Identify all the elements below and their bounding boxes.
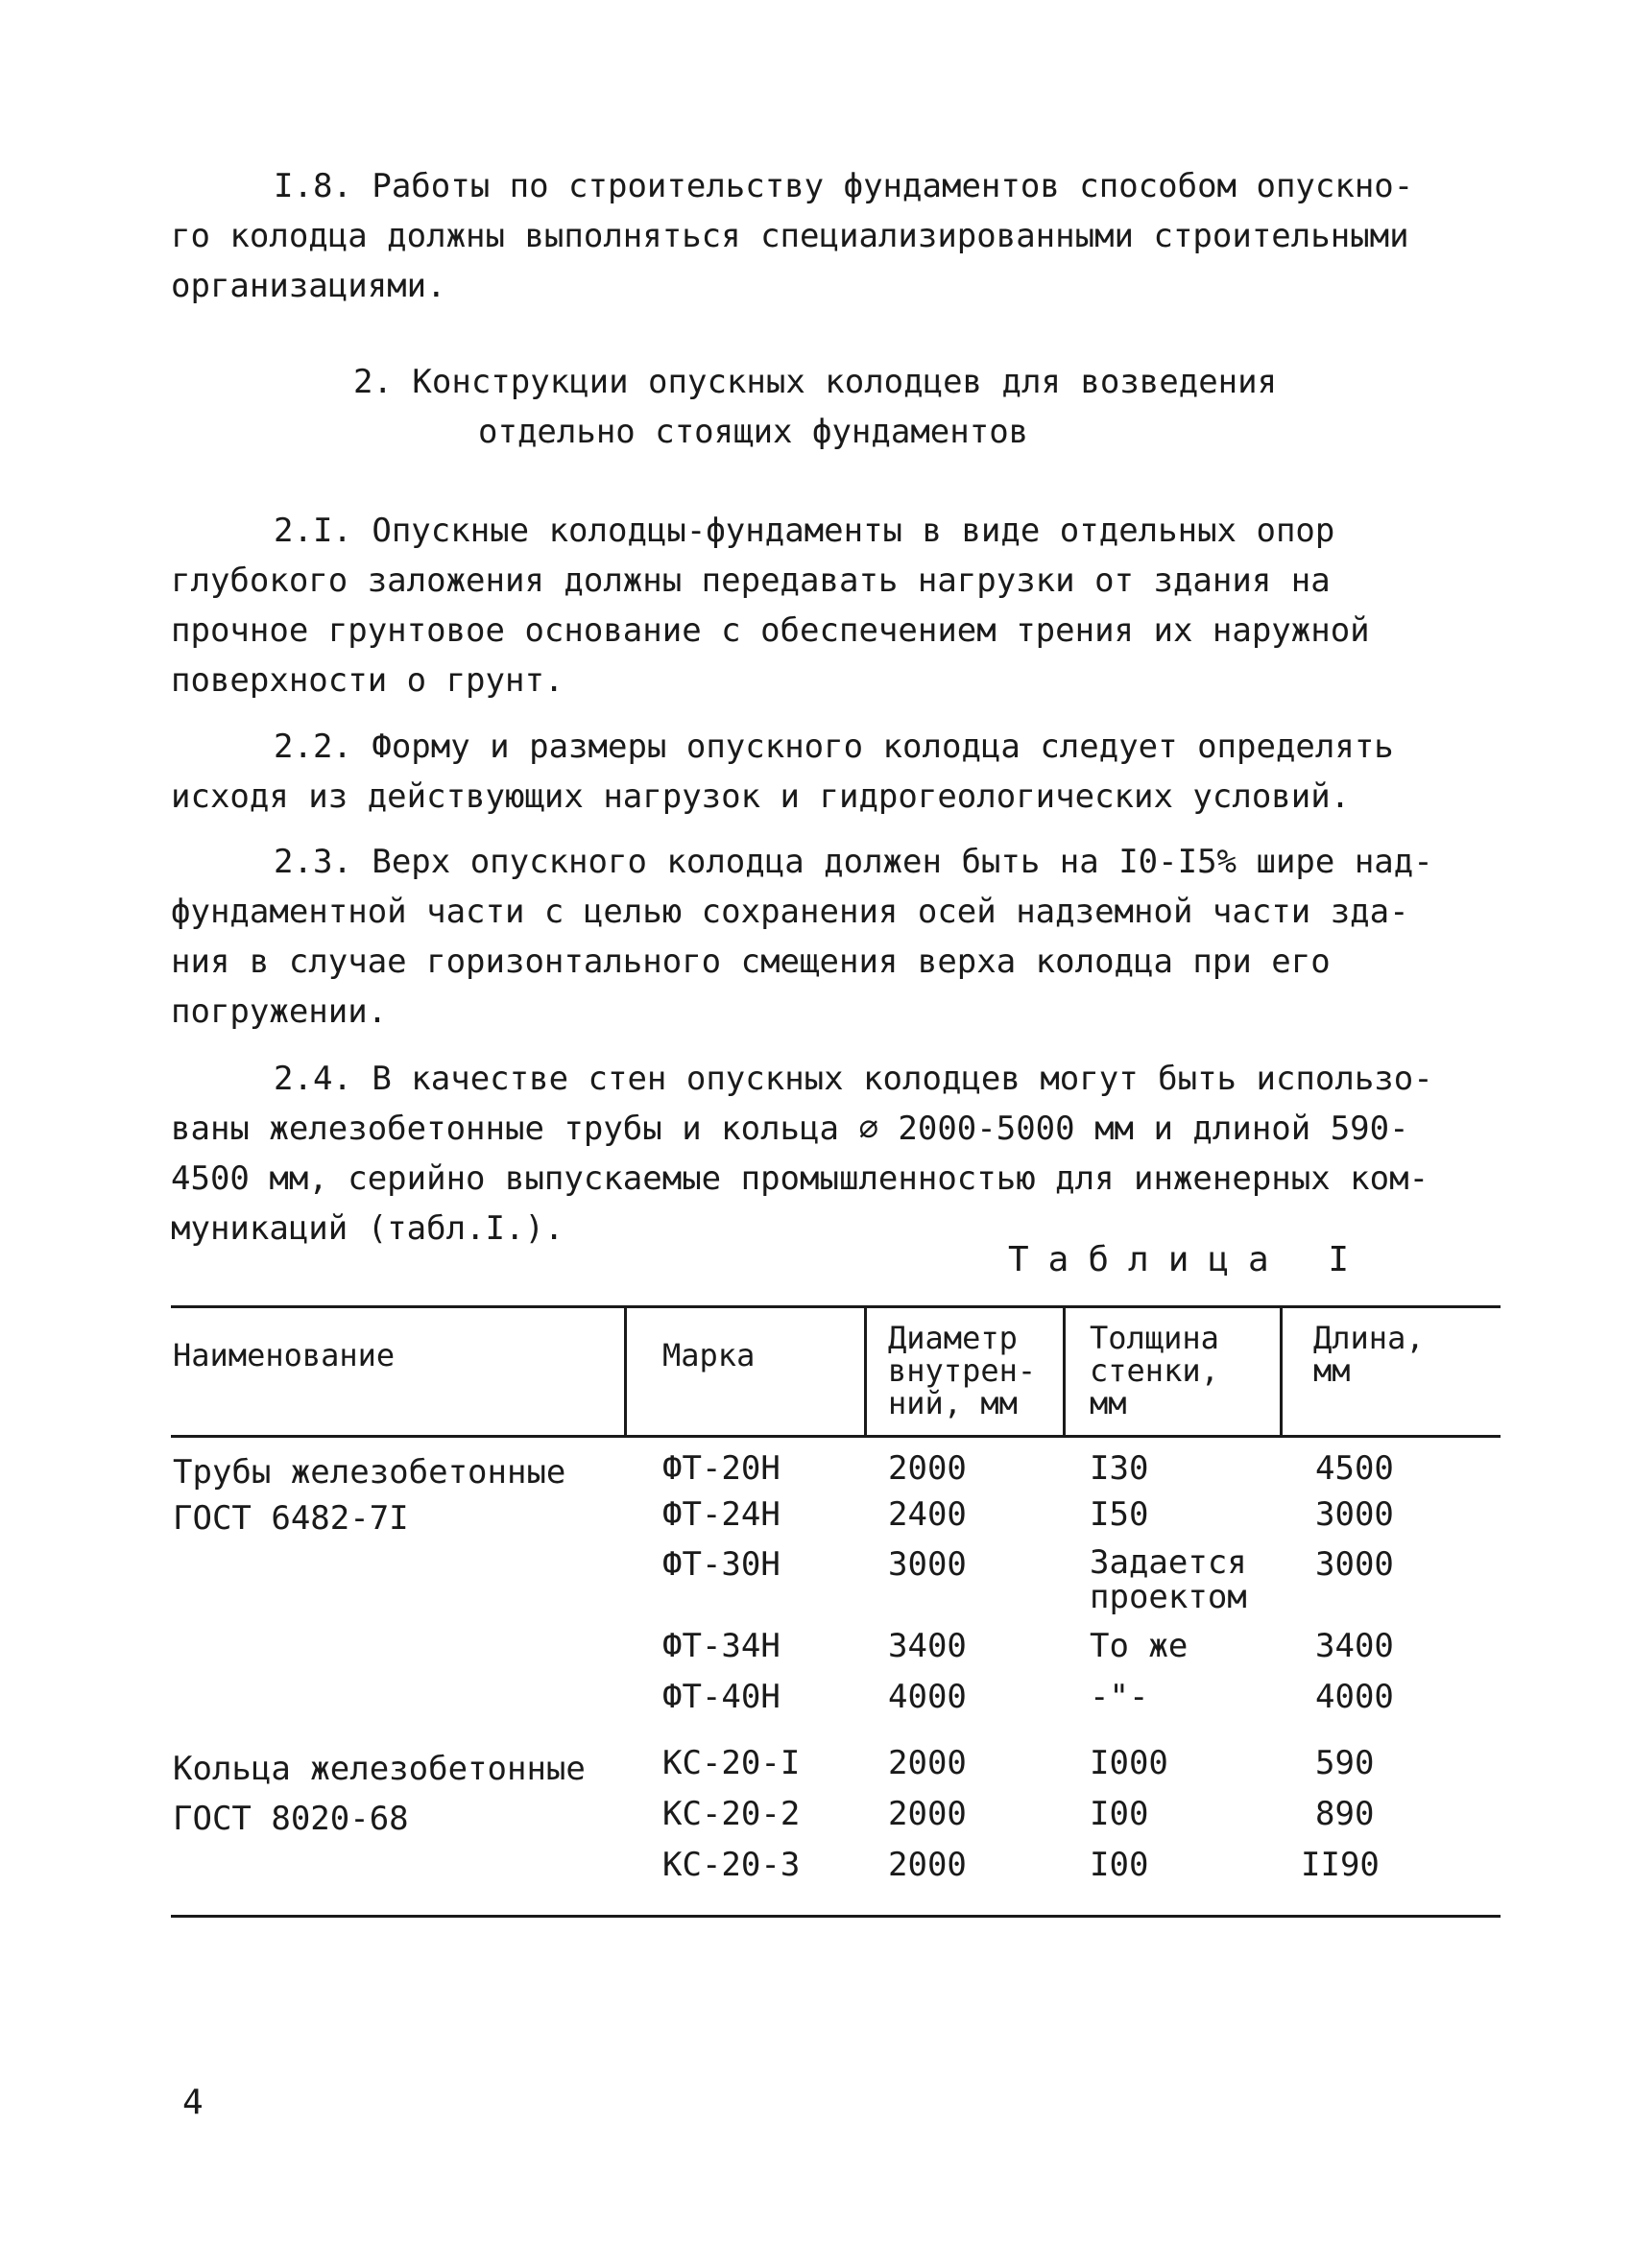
text-line: 2.2. Форму и размеры опускного колодца следует определять xyxy=(274,728,1394,766)
text-line: I.8. Работы по строительству фундаментов способом опускно- xyxy=(274,167,1414,205)
cell-length: 4000 xyxy=(1315,1678,1394,1716)
cell-thickness: I000 xyxy=(1090,1744,1168,1782)
table-top-rule xyxy=(171,1305,1501,1308)
cell-length: 890 xyxy=(1315,1795,1375,1833)
group-name-pipes: Трубы железобетонные ГОСТ 6482-7I xyxy=(173,1453,566,1538)
cell-diameter: 4000 xyxy=(888,1678,967,1716)
text-line: 4500 мм, серийно выпускаемые промышленностью для инженерных ком- xyxy=(171,1159,1429,1198)
text-line: глубокого заложения должны передавать нагрузки от здания на xyxy=(171,561,1331,600)
cell-thickness: То же xyxy=(1090,1627,1189,1665)
text-line: 2.3. Верх опускного колодца должен быть на I0-I5% шире над- xyxy=(274,843,1433,881)
cell-thickness: Задается проектом xyxy=(1090,1543,1247,1616)
cell-diameter: 2000 xyxy=(888,1744,967,1782)
text-line: исходя из действующих нагрузок и гидрогеологических условий. xyxy=(171,777,1351,816)
cell-length: 3400 xyxy=(1315,1627,1394,1665)
cell-diameter: 3400 xyxy=(888,1627,967,1665)
text-line: 2.4. В качестве стен опускных колодцев могут быть использо- xyxy=(274,1060,1433,1098)
cell-mark: КС-20-3 xyxy=(662,1846,801,1884)
column-divider xyxy=(1280,1307,1283,1436)
paragraph-2-4 xyxy=(171,1054,1486,1253)
table-bottom-rule xyxy=(171,1915,1501,1918)
cell-thickness: -"- xyxy=(1090,1678,1149,1716)
cell-length: 590 xyxy=(1315,1744,1375,1782)
cell-thickness: I00 xyxy=(1090,1846,1149,1884)
text-line: ваны железобетонные трубы и кольца ∅ 2000-5000 мм и длиной 590- xyxy=(171,1110,1409,1148)
page-number: 4 xyxy=(182,2083,204,2122)
text-line: поверхности о грунт. xyxy=(171,661,564,700)
cell-mark: ФТ-34Н xyxy=(662,1627,780,1665)
cell-mark: ФТ-40Н xyxy=(662,1678,780,1716)
cell-thickness: I50 xyxy=(1090,1495,1149,1534)
cell-thickness: I00 xyxy=(1090,1795,1149,1833)
cell-length: 4500 xyxy=(1315,1449,1394,1488)
group-name-rings: Кольца железобетонные ГОСТ 8020-68 xyxy=(173,1750,586,1838)
cell-diameter: 3000 xyxy=(888,1545,967,1584)
cell-diameter: 2000 xyxy=(888,1449,967,1488)
column-divider xyxy=(624,1307,627,1436)
header-name: Наименование xyxy=(173,1337,396,1373)
header-mark: Марка xyxy=(662,1337,756,1373)
cell-thickness: I30 xyxy=(1090,1449,1149,1488)
header-length: Длина, мм xyxy=(1313,1320,1425,1389)
cell-mark: КС-20-I xyxy=(662,1744,801,1782)
cell-mark: ФТ-30Н xyxy=(662,1545,780,1584)
cell-diameter: 2000 xyxy=(888,1846,967,1884)
table-header-rule xyxy=(171,1435,1501,1438)
text-line: организациями. xyxy=(171,267,446,305)
text-line: фундаментной части с целью сохранения осей надземной части зда- xyxy=(171,893,1409,931)
column-divider xyxy=(864,1307,867,1436)
text-line: ния в случае горизонтального смещения верха колодца при его xyxy=(171,943,1331,981)
cell-length: 3000 xyxy=(1315,1495,1394,1534)
cell-mark: ФТ-24Н xyxy=(662,1495,780,1534)
heading-line: отдельно стоящих фундаментов xyxy=(478,413,1029,451)
header-diameter: Диаметр внутрен- ний, мм xyxy=(888,1320,1037,1421)
cell-diameter: 2000 xyxy=(888,1795,967,1833)
paragraph-2-3 xyxy=(171,837,1486,1037)
text-line: муникаций (табл.I.). xyxy=(171,1209,564,1248)
cell-length: II90 xyxy=(1301,1846,1380,1884)
cell-length: 3000 xyxy=(1315,1545,1394,1584)
cell-diameter: 2400 xyxy=(888,1495,967,1534)
paragraph-2-1 xyxy=(171,506,1486,705)
cell-mark: ФТ-20Н xyxy=(662,1449,780,1488)
text-line: погружении. xyxy=(171,992,388,1031)
text-line: 2.I. Опускные колодцы-фундаменты в виде отдельных опор xyxy=(274,512,1335,550)
heading-line: 2. Конструкции опускных колодцев для возведения xyxy=(353,363,1278,401)
paragraph-1-8 xyxy=(171,161,1486,311)
text-line: го колодца должны выполняться специализированными строительными xyxy=(171,217,1409,255)
paragraph-2-2 xyxy=(171,722,1486,822)
text-line: прочное грунтовое основание с обеспечением трения их наружной xyxy=(171,611,1370,650)
header-thickness: Толщина стенки, мм xyxy=(1090,1320,1219,1421)
section-2-heading xyxy=(171,357,1486,457)
cell-mark: КС-20-2 xyxy=(662,1795,801,1833)
table-caption: Таблица I xyxy=(1008,1240,1369,1279)
column-divider xyxy=(1063,1307,1066,1436)
